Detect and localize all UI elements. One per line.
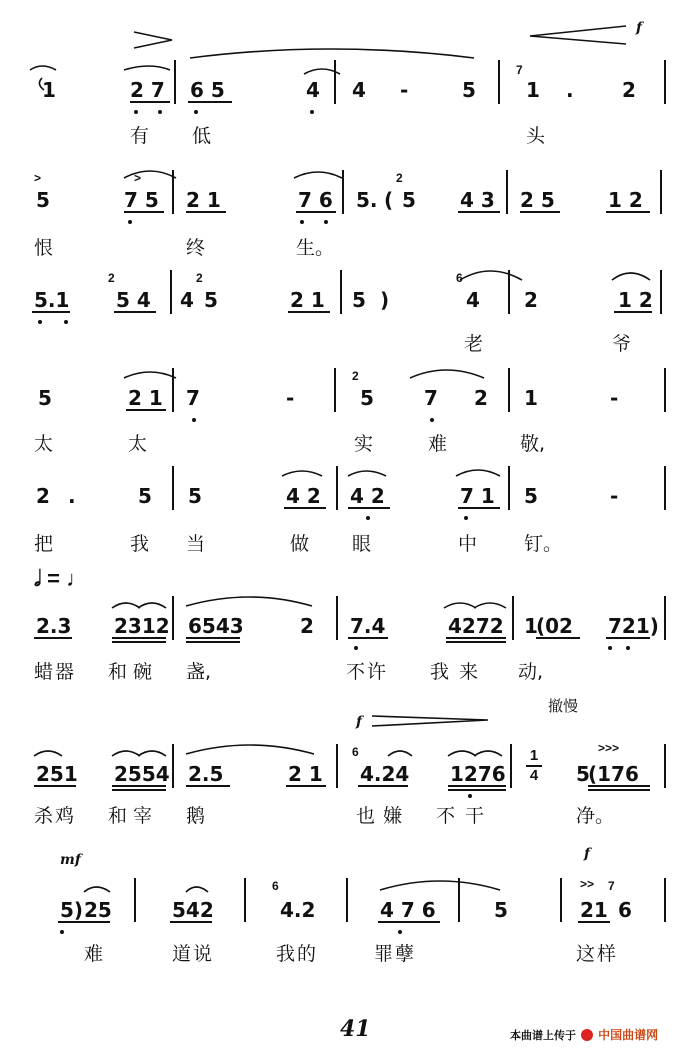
note: 2 1 bbox=[128, 386, 163, 410]
slur bbox=[294, 172, 342, 178]
lyric: 动, bbox=[518, 661, 544, 683]
note: 4 bbox=[306, 78, 320, 102]
lyric: 罪孽 bbox=[374, 943, 417, 965]
note: 5 bbox=[38, 386, 52, 410]
slur bbox=[190, 49, 474, 58]
slur bbox=[474, 603, 506, 608]
note: 25 bbox=[84, 898, 112, 922]
note: 5.1 bbox=[34, 288, 70, 312]
note: 1 2 bbox=[608, 188, 643, 212]
lyric: 有 bbox=[130, 125, 150, 147]
note: - bbox=[400, 78, 409, 102]
half-note-icon: 𝅗𝅥 bbox=[34, 566, 41, 591]
note: 7 6 bbox=[298, 188, 333, 212]
note: 4 7 6 bbox=[380, 898, 436, 922]
forte-mark: f bbox=[584, 846, 591, 862]
note: 4 2 bbox=[350, 484, 385, 508]
note: 4 3 bbox=[460, 188, 495, 212]
grace-note: 2 bbox=[396, 171, 403, 185]
lyric: 实 bbox=[354, 433, 374, 455]
note: 2312 bbox=[114, 614, 170, 638]
lyric: 老 bbox=[464, 333, 484, 355]
note: 5 bbox=[188, 484, 202, 508]
upload-credit-text: 本曲谱上传于 bbox=[510, 1030, 576, 1042]
accent-mark: > bbox=[34, 171, 42, 185]
slur bbox=[456, 470, 500, 476]
note: 1276 bbox=[450, 762, 506, 786]
note: - bbox=[610, 386, 619, 410]
lyric: 钉。 bbox=[524, 533, 563, 555]
slur bbox=[112, 751, 140, 756]
note: (02 bbox=[536, 614, 573, 638]
note: 7 bbox=[186, 386, 200, 410]
note: 7 bbox=[424, 386, 438, 410]
lyric: 做 bbox=[290, 533, 310, 555]
slur bbox=[124, 372, 176, 378]
note: 2 1 bbox=[290, 288, 325, 312]
note: 4272 bbox=[448, 614, 504, 638]
slur bbox=[112, 603, 140, 608]
note: - bbox=[286, 386, 295, 410]
note: 2 bbox=[36, 484, 50, 508]
tempo-equals: = bbox=[47, 566, 60, 591]
note: 6 bbox=[618, 898, 632, 922]
lyric: 我的 bbox=[276, 943, 319, 965]
slur bbox=[34, 751, 62, 756]
note: 4.2 bbox=[280, 898, 316, 922]
note: 5 bbox=[360, 386, 374, 410]
lyric: 也嫌 bbox=[356, 805, 411, 827]
slur bbox=[410, 370, 484, 378]
slur bbox=[39, 78, 44, 90]
lyric: 道说 bbox=[172, 943, 215, 965]
note: 2 bbox=[474, 386, 488, 410]
note: 5) bbox=[60, 898, 84, 922]
expression-mark: 撤慢 bbox=[548, 697, 579, 715]
quarter-note-icon: ♩ bbox=[66, 566, 89, 591]
slur bbox=[474, 751, 502, 756]
lyric: 我来 bbox=[430, 661, 489, 683]
slur bbox=[138, 751, 166, 756]
lyric: 爷 bbox=[612, 333, 632, 355]
grace-note: 2 bbox=[196, 271, 203, 285]
slur bbox=[138, 603, 166, 608]
grace-note: 2 bbox=[108, 271, 115, 285]
grace-note: 7 bbox=[608, 879, 615, 893]
note: 2 bbox=[300, 614, 314, 638]
slur bbox=[348, 471, 386, 476]
lyric: 眼 bbox=[352, 533, 372, 555]
mezzo-forte-mark: mf bbox=[60, 852, 81, 868]
note: . bbox=[68, 484, 76, 508]
note: 7.4 bbox=[350, 614, 386, 638]
note: 4 bbox=[352, 78, 366, 102]
slur bbox=[186, 745, 314, 754]
slur bbox=[282, 471, 322, 476]
lyric: 不许 bbox=[346, 661, 389, 683]
note: 4.24 bbox=[360, 762, 410, 786]
note: 5 bbox=[494, 898, 508, 922]
note: 21 bbox=[580, 898, 608, 922]
note: 2 5 bbox=[520, 188, 555, 212]
lyric: 难 bbox=[84, 943, 104, 965]
slur bbox=[84, 887, 110, 892]
time-sig-numerator: 1 bbox=[529, 747, 539, 764]
lyric: 难 bbox=[428, 433, 448, 455]
note: 1 bbox=[524, 386, 538, 410]
decrescendo-hairpin bbox=[134, 32, 172, 48]
lyric: 当 bbox=[186, 533, 206, 555]
accent-mark: >>> bbox=[598, 741, 620, 755]
grace-note: 7 bbox=[516, 63, 523, 77]
note: 5 bbox=[524, 484, 538, 508]
grace-note: 6 bbox=[352, 745, 359, 759]
note: 2 bbox=[622, 78, 636, 102]
lyric: 蜡器 bbox=[34, 661, 77, 683]
note: 1 bbox=[526, 78, 540, 102]
note: 1 bbox=[524, 614, 538, 638]
lyric: 盏, bbox=[186, 661, 212, 683]
note: 7 5 bbox=[124, 188, 159, 212]
accent-mark: >> bbox=[580, 877, 595, 891]
lyric: 杀鸡 bbox=[34, 805, 77, 827]
note: 5. bbox=[356, 188, 378, 212]
note: . bbox=[566, 78, 574, 102]
slur bbox=[30, 66, 56, 70]
slur bbox=[124, 171, 176, 178]
note: 6 5 bbox=[190, 78, 225, 102]
note: 1 bbox=[42, 78, 56, 102]
lyric: 恨 bbox=[34, 237, 54, 259]
note: 2554 bbox=[114, 762, 170, 786]
note: 4 2 bbox=[286, 484, 321, 508]
lyric: 不干 bbox=[436, 805, 495, 827]
grace-note: 6 bbox=[272, 879, 279, 893]
note: 5 bbox=[462, 78, 476, 102]
note: 1 2 bbox=[618, 288, 653, 312]
note: 2.3 bbox=[36, 614, 72, 638]
crescendo-hairpin bbox=[530, 26, 626, 44]
lyric: 和碗 bbox=[108, 661, 159, 683]
site-brand: 中国曲谱网 bbox=[598, 1028, 659, 1042]
grace-note: 2 bbox=[352, 369, 359, 383]
note: 4 bbox=[466, 288, 480, 312]
lyric: 净。 bbox=[576, 805, 615, 827]
lyric: 把 bbox=[34, 533, 54, 555]
note: 2 1 bbox=[186, 188, 221, 212]
note: 4 bbox=[180, 288, 194, 312]
lyric: 我 bbox=[130, 533, 150, 555]
note: 2 1 bbox=[288, 762, 323, 786]
slur bbox=[448, 751, 476, 756]
note: 6543 bbox=[188, 614, 244, 638]
note: 2 bbox=[524, 288, 538, 312]
page-number: 41 bbox=[340, 1016, 371, 1042]
slur bbox=[186, 887, 208, 892]
slur bbox=[186, 597, 312, 606]
note: 5 bbox=[204, 288, 218, 312]
slur bbox=[124, 66, 170, 70]
note: ( bbox=[384, 188, 394, 212]
forte-mark: f bbox=[636, 20, 643, 36]
note: 5 bbox=[402, 188, 416, 212]
slur bbox=[460, 271, 522, 280]
lyric: 头 bbox=[526, 125, 546, 147]
note: 5 bbox=[36, 188, 50, 212]
slur bbox=[304, 69, 340, 74]
lyric: 和宰 bbox=[108, 805, 159, 827]
note: (176 bbox=[588, 762, 639, 786]
time-sig-denominator: 4 bbox=[529, 767, 539, 784]
grace-note: 6 bbox=[456, 271, 463, 285]
lyric: 中 bbox=[458, 533, 478, 555]
note: 5 bbox=[352, 288, 366, 312]
note: 2 7 bbox=[130, 78, 165, 102]
note: 721) bbox=[608, 614, 659, 638]
note: - bbox=[610, 484, 619, 508]
forte-mark: f bbox=[356, 714, 363, 730]
slur bbox=[612, 273, 650, 280]
note: 2.5 bbox=[188, 762, 224, 786]
crescendo-hairpin bbox=[372, 716, 488, 726]
note: 251 bbox=[36, 762, 78, 786]
note: 7 1 bbox=[460, 484, 495, 508]
note: 5 bbox=[576, 762, 590, 786]
slur bbox=[444, 603, 476, 608]
lyric: 生。 bbox=[296, 237, 335, 259]
note: 542 bbox=[172, 898, 214, 922]
lyric: 太 bbox=[128, 433, 148, 455]
lyric: 低 bbox=[192, 125, 212, 147]
lyric: 这样 bbox=[576, 943, 619, 965]
note: 5 4 bbox=[116, 288, 151, 312]
accent-mark: > bbox=[134, 171, 142, 185]
lyric: 敬, bbox=[520, 433, 546, 455]
lyric: 鹅 bbox=[186, 805, 206, 827]
note: 5 bbox=[138, 484, 152, 508]
lyric: 太 bbox=[34, 433, 54, 455]
slur bbox=[380, 881, 500, 890]
slur bbox=[388, 751, 412, 756]
note: ) bbox=[380, 288, 390, 312]
lyric: 终 bbox=[186, 237, 206, 259]
